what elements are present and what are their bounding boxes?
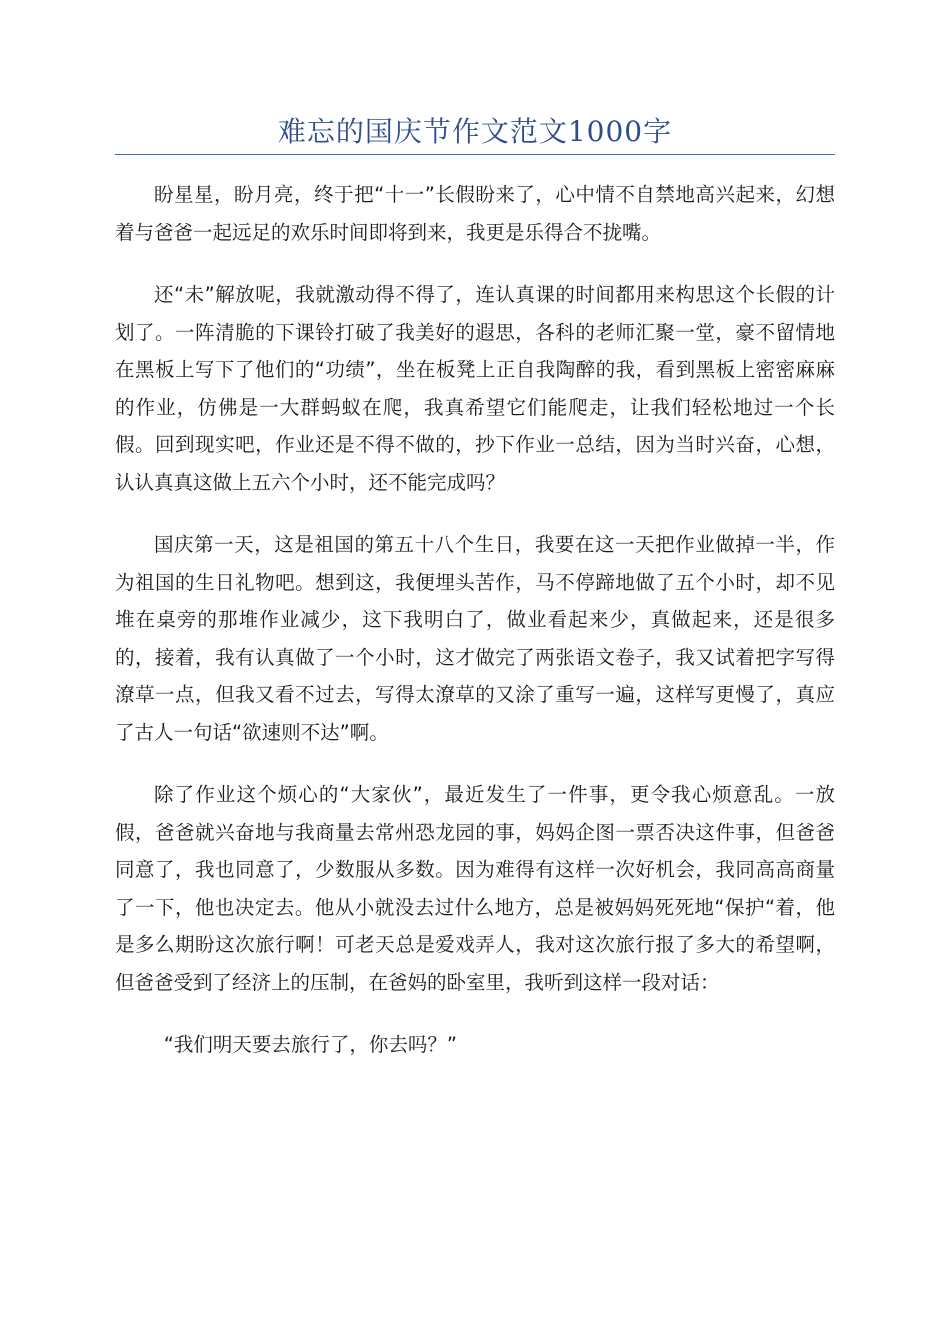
document-title: 难忘的国庆节作文范文1000字 bbox=[277, 115, 673, 148]
paragraph-3: 国庆第一天，这是祖国的第五十八个生日，我要在这一天把作业做掉一半，作为祖国的生日礼物吧。想到这，我便埋头苦作，马不停蹄地做了五个小时，却不见堆在桌旁的那堆作业减少，这下我明白了，做业看起来少，真做起来，还是很多的，接着，我有认真做了一个小时，这才做完了两张语文卷子，我又试着把字写得潦草一点，但我又看不过去，写得太潦草的又涂了重写一遍，这样写更慢了，真应了古人一句话“欲速则不达”啊。 bbox=[115, 533, 835, 744]
paragraph-2: 还“未”解放呢，我就激动得不得了，连认真课的时间都用来构思这个长假的计划了。一阵清脆的下课铃打破了我美好的遐思，各科的老师汇聚一堂，豪不留情地在黑板上写下了他们的“功绩”，坐在板凳上正自我陶醉的我，看到黑板上密密麻麻的作业，仿佛是一大群蚂蚁在爬，我真希望它们能爬走，让我们轻松地过一个长假。回到现实吧，作业还是不得不做的，抄下作业一总结，因为当时兴奋，心想，认认真真这做上五六个小时，还不能完成吗？ bbox=[115, 283, 835, 494]
title-underline bbox=[115, 154, 835, 155]
paragraph-5-dialog: “我们明天要去旅行了，你去吗？” bbox=[163, 1033, 457, 1056]
document-body bbox=[115, 176, 835, 1089]
paragraph-4: 除了作业这个烦心的“大家伙”，最近发生了一件事，更令我心烦意乱。一放假，爸爸就兴奋地与我商量去常州恐龙园的事，妈妈企图一票否决这件事，但爸爸同意了，我也同意了，少数服从多数。因为难得有这样一次好机会，我同高高商量了一下，他也决定去。他从小就没去过什么地方，总是被妈妈死死地“保护“着，他是多么期盼这次旅行啊！可老天总是爱戏弄人，我对这次旅行报了多大的希望啊，但爸爸受到了经济上的压制，在爸妈的卧室里，我听到这样一段对话： bbox=[115, 783, 835, 994]
paragraph-1: 盼星星，盼月亮，终于把“十一”长假盼来了，心中情不自禁地高兴起来，幻想着与爸爸一起远足的欢乐时间即将到来，我更是乐得合不拢嘴。 bbox=[115, 183, 835, 244]
